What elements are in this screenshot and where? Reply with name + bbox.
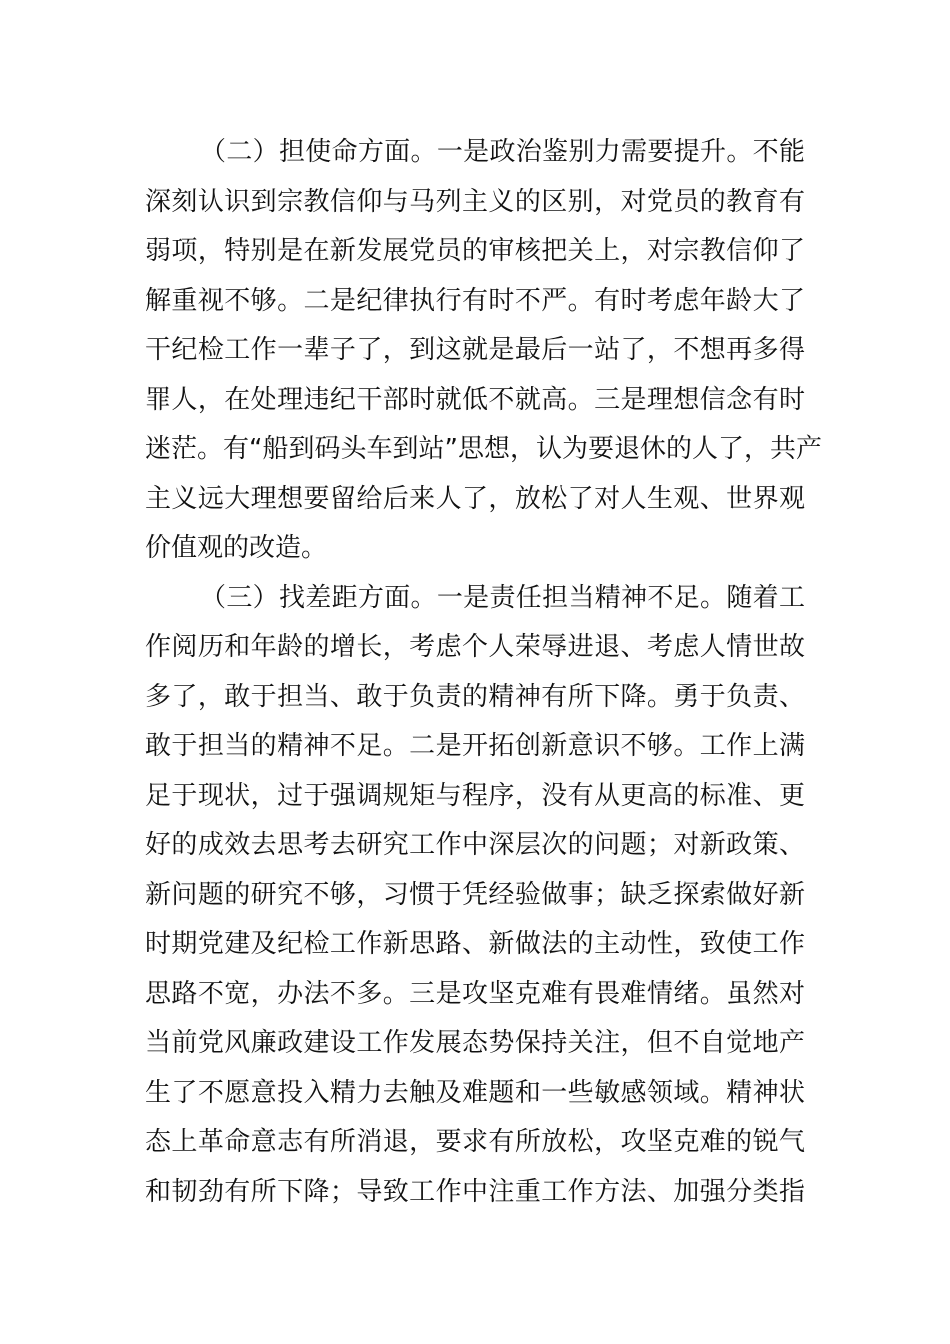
paragraph-line: 干纪检工作一辈子了，到这就是最后一站了，不想再多得 bbox=[145, 335, 805, 365]
paragraph-line: 生了不愿意投入精力去触及难题和一些敏感领域。精神状 bbox=[145, 1077, 805, 1108]
paragraph-line: 时期党建及纪检工作新思路、新做法的主动性，致使工作 bbox=[145, 929, 805, 959]
paragraph-line: 主义远大理想要留给后来人了，放松了对人生观、世界观 bbox=[145, 483, 805, 514]
paragraph-line: 思路不宽，办法不多。三是攻坚克难有畏难情绪。虽然对 bbox=[145, 978, 805, 1009]
paragraph-line: 态上革命意志有所消退，要求有所放松，攻坚克难的锐气 bbox=[145, 1127, 805, 1157]
paragraph-line: 价值观的改造。 bbox=[145, 533, 328, 563]
paragraph-line: 深刻认识到宗教信仰与马列主义的区别，对党员的教育有 bbox=[145, 186, 805, 217]
paragraph-line: 敢于担当的精神不足。二是开拓创新意识不够。工作上满 bbox=[145, 731, 805, 761]
paragraph-line: 罪人，在处理违纪干部时就低不就高。三是理想信念有时 bbox=[145, 384, 805, 415]
document-body bbox=[145, 128, 822, 1217]
paragraph-line: （三）找差距方面。一是责任担当精神不足。随着工 bbox=[200, 582, 805, 613]
paragraph-line: 解重视不够。二是纪律执行有时不严。有时考虑年龄大了 bbox=[145, 285, 805, 316]
paragraph-line: 新问题的研究不够，习惯于凭经验做事；缺乏探索做好新 bbox=[145, 879, 805, 910]
paragraph-line: 作阅历和年龄的增长，考虑个人荣辱进退、考虑人情世故 bbox=[145, 632, 805, 662]
paragraph-line: 足于现状，过于强调规矩与程序，没有从更高的标准、更 bbox=[145, 780, 805, 811]
paragraph-line: 好的成效去思考去研究工作中深层次的问题；对新政策、 bbox=[145, 830, 805, 860]
paragraph-line: 迷茫。有“船到码头车到站”思想，认为要退休的人了，共产 bbox=[145, 434, 822, 464]
paragraph-duty-mission bbox=[145, 128, 822, 574]
paragraph-line: 多了，敢于担当、敢于负责的精神有所下降。勇于负责、 bbox=[145, 681, 805, 712]
paragraph-find-gaps bbox=[145, 574, 805, 1218]
paragraph-line: 和韧劲有所下降；导致工作中注重工作方法、加强分类指 bbox=[145, 1176, 805, 1207]
paragraph-line: （二）担使命方面。一是政治鉴别力需要提升。不能 bbox=[200, 137, 805, 167]
paragraph-line: 当前党风廉政建设工作发展态势保持关注，但不自觉地产 bbox=[145, 1028, 805, 1058]
paragraph-line: 弱项，特别是在新发展党员的审核把关上，对宗教信仰了 bbox=[145, 236, 805, 266]
